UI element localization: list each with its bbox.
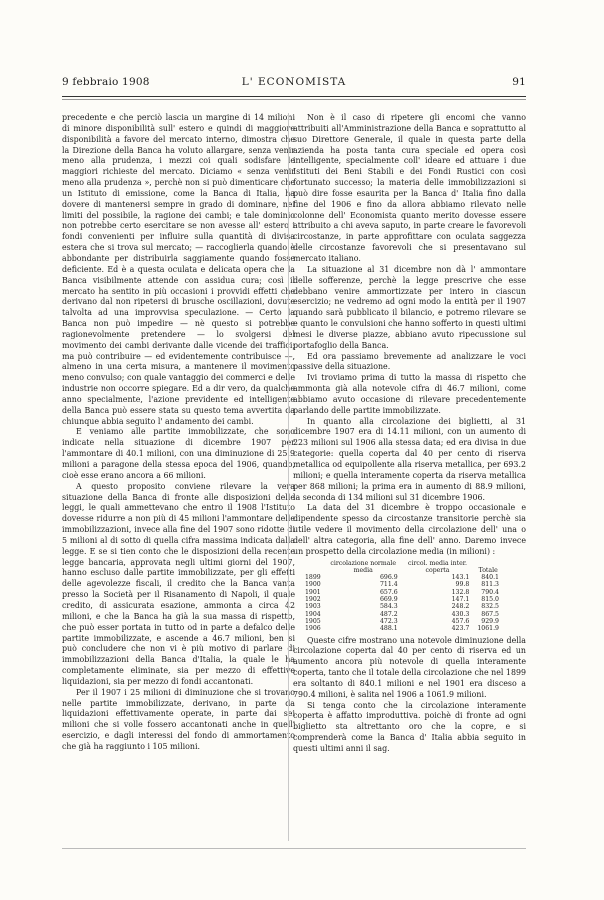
table-cell: 1906 xyxy=(305,625,321,633)
page-header xyxy=(62,76,526,92)
header-title: L' ECONOMISTA xyxy=(241,76,347,88)
table-cell: 132.8 xyxy=(451,588,470,596)
table-row xyxy=(303,596,503,603)
table-cell: 696.9 xyxy=(379,574,398,582)
table-row xyxy=(303,625,503,632)
table-cell: 248.2 xyxy=(451,603,470,611)
table-cell: 143.1 xyxy=(451,574,470,582)
table-header xyxy=(303,560,325,575)
table-row xyxy=(303,574,503,581)
table-cell: 1905 xyxy=(305,617,321,625)
footer-rule xyxy=(62,848,526,849)
table-cell: 815.0 xyxy=(481,596,499,604)
paragraph: In quanto alla circolazione dei biglietti, al 31 dicembre 1907 era di 14.11 milioni, con un aumento di 223 milioni sul 1906 alla stessa data; ed era divisa in due categorie: quella coperta dal 40 per cento di riserva metallica od equipollente alla riserva metallica, per 693.2 milioni; e quella interamente coperta da riserva metallica per 868 milioni; la prima era in aumento di 88.9 milioni, la seconda di 134 milioni sul 31 dicembre 1906. xyxy=(293,416,526,502)
circulation-table xyxy=(303,560,503,633)
table-cell: 423.7 xyxy=(451,625,470,633)
table-header: circol. media inter. coperta xyxy=(408,559,468,574)
table-cell: 840.1 xyxy=(481,574,499,582)
table-cell: 472.3 xyxy=(379,617,398,625)
header-rule xyxy=(62,96,526,100)
paragraph: E veniamo alle partite immobilizzate, che sono indicate nella situazione di dicembre 1907 per l'ammontare di 40.1 milioni, con una diminuzione di 25.9 milioni a paragone della stessa epoca del 1906, quando, cioè esse erano ancora a 66 milioni. xyxy=(62,427,295,480)
table-row xyxy=(303,581,503,588)
table-cell: 1900 xyxy=(305,581,321,589)
table-cell: 457.6 xyxy=(451,617,470,625)
table-cell: 584.3 xyxy=(379,603,398,611)
page-number: 91 xyxy=(512,76,526,88)
right-column xyxy=(293,113,526,755)
table-cell: 147.1 xyxy=(451,596,470,604)
paragraph: Queste cifre mostrano una notevole diminuzione della circolazione coperta dal 40 per cento di riserva ed un aumento ancora più notevole di quella interamente coperta, tanto che il totale della circolazione che nel 1899 era soltanto di 840.1 milioni e nel 1901 era disceso a 790.4 milioni, è salita nel 1906 a 1061.9 milioni. xyxy=(293,635,527,699)
table-header: circolazione normale media xyxy=(330,559,397,574)
table-cell: 488.1 xyxy=(379,625,398,633)
table-cell: 811.3 xyxy=(481,581,499,589)
column-divider xyxy=(288,113,289,841)
table-cell: 657.6 xyxy=(379,588,398,596)
table-cell: 1904 xyxy=(305,610,321,618)
paragraph: La situazione al 31 dicembre non dà l' ammontare delle sofferenze, perchè la legge prescrive che esse debbano venire ammortizzate per intero in ciascun esercizio; ne vedremo ad ogni modo la entità per il 1907 quando sarà pubblicato il bilancio, e potremo rilevare se e quanto le convulsioni che hanno sofferto in questi ultimi mesi le diverse piazze, abbiano avuto ripecussione sul portafoglio della Banca. xyxy=(293,264,526,350)
table-row xyxy=(303,603,503,610)
paragraph: Ivi troviamo prima di tutto la massa di rispetto che ammonta già alla notevole cifra di 46.7 milioni, come abbiamo avuto occasione di rilevare precedentemente parlando delle partite immobilizzate. xyxy=(293,373,526,415)
table-cell: 1902 xyxy=(305,596,321,604)
table-cell: 1903 xyxy=(305,603,321,611)
table-row xyxy=(303,618,503,625)
paragraph: Si tenga conto che la circolazione interamente coperta è affatto improduttiva. poichè di fronte ad ogni biglietto sta altrettanto oro che la copre, e si comprenderà come la Banca d' Italia abbia seguito in questi ultimi anni il sag. xyxy=(293,700,526,753)
table-cell: 1061.9 xyxy=(477,625,499,633)
table-cell: 867.5 xyxy=(481,610,499,618)
table-cell: 832.5 xyxy=(481,603,499,611)
table-row xyxy=(303,611,503,618)
table-cell: 1899 xyxy=(305,574,321,582)
paragraph: precedente e che perciò lascia un margine di 14 milioni di minore disponibilità sull' estero e quindi di maggiore disponibilità a favore del mercato interno, dimostra che la Direzione della Banca ha voluto allargare, senza venir meno alla prudenza, i mezzi coi quali sodisfare le maggiori richieste del mercato. Diciamo « senza venir meno alla prudenza », perchè non si può dimenticare che un Istituto di emissione, come la Banca di Italia, ha dovere di mantenersi sempre in grado di dominare, nei limiti del possibile, la ragione dei cambi; e tale dominio non potrebbe certo esercitare se non avesse all' estero i fondi convenienti per influire sulla quantità di divisa estera che si trova sul mercato; — raccoglierla quando è abbondante per distribuirla saggiamente quando fosse deficiente. Ed è a questa oculata e delicata opera che la Banca visibilmente attende con assidua cura; così il mercato ha sentito in più occasioni i provvidi effetti che derivano dal non ripetersi di brusche oscillazioni, dovute talvolta ad una improvvisa speculazione. — Certo la Banca non può impedire — nè questo si potrebbe ragionevolmente pretendere — lo svolgersi del movimento dei cambi derivante dalle vicende dei traffici; ma può contribuire — ed evidentemente contribuisce —, almeno in una certa misura, a mantenere il movimento meno convulso; con quale vantaggio dei commerci e delle industrie non occorre spiegare. Ed a dir vero, da qualche anno specialmente, l'azione previdente ed intelligente della Banca può essere stata su questo tema avvertita da chiunque abbia seguito l' andamento dei cambi. xyxy=(62,113,295,426)
paragraph: Non è il caso di ripetere gli encomi che vanno attribuiti all'Amministrazione della Banca e soprattutto al suo Direttore Generale, il quale in questa parte della azienda ha posta tanta cura speciale ed opera così intelligente, specialmente coll' ideare ed attuare i due Istituti dei Beni Stabili e dei Fondi Rustici con così fortunato successo; la materia delle immobilizzazioni si può dire fosse esaurita per la Banca d' Italia fino dalla fine del 1906 e fino da allora abbiamo rilevato nelle colonne dell' Economista quanto merito dovesse essere attribuito a chi aveva saputo, in parte creare le favorevoli circostanze, in parte approfittare con oculata saggezza delle circostanze favorevoli che si presentavano sul mercato italiano. xyxy=(293,113,526,263)
table-cell: 929.9 xyxy=(481,617,499,625)
table-row xyxy=(303,589,503,596)
table-cell: 1901 xyxy=(305,588,321,596)
paragraph: Per il 1907 i 25 milioni di diminuzione che si trovano nelle partite immobilizzate, derivano, in parte da liquidazioni effettivamente operate, in parte dai sei milioni che si volle fossero accantonati anche in quell' esercizio, e dagli interessi del fondo di ammortamento che già ha raggiunto i 105 milioni. xyxy=(62,687,295,751)
left-column xyxy=(62,113,295,753)
header-date: 9 febbraio 1908 xyxy=(62,76,150,88)
table-cell: 487.2 xyxy=(379,610,398,618)
paragraph: Ed ora passiamo brevemente ad analizzare le voci passive della situazione. xyxy=(293,351,526,372)
table-cell: 669.9 xyxy=(379,596,398,604)
table-cell: 790.4 xyxy=(481,588,499,596)
table-cell: 711.4 xyxy=(379,581,398,589)
table-cell: 99.8 xyxy=(455,581,470,589)
table-header: Totale xyxy=(478,566,498,574)
table-cell: 430.3 xyxy=(451,610,470,618)
paragraph: A questo proposito conviene rilevare la vera situazione della Banca di fronte alle disposizioni delle leggi, le quali ammettevano che entro il 1908 l'Istituto dovesse ridurre a non più di 45 milioni l'ammontare delle immobilizzazioni, invece alla fine del 1907 sono ridotte di 5 milioni al di sotto di quella cifra massima indicata dalla legge. E se si tien conto che le disposizioni della recente legge bancaria, approvata negli ultimi giorni del 1907, hanno escluso dalle partite immobilizzate, per gli effetti delle agevolezze fiscali, il credito che la Banca vanta presso la Società per il Risanamento di Napoli, il quale credito, di assicurata esazione, ammonta a circa 42 milioni, e che la Banca ha già la sua massa di rispetto, che può esser portata in tutto od in parte a defalco delle partite immobilizzate, e ascende a 46.7 milioni, ben si può concludere che non vi è più motivo di parlare di immobilizzazioni della Banca d'Italia, la quale le ha completamente eliminate, sia per mezzo di effettive liquidazioni, sia per mezzo di fondi accantonati. xyxy=(62,481,295,686)
table-header-row xyxy=(303,560,503,575)
paragraph: La data del 31 dicembre è troppo occasionale e dipendente spesso da circostanze transitorie perchè sia utile vedere il movimento della circolazione dell' una o dell' altra categoria, alla fine dell' anno. Daremo invece un prospetto della circolazione media (in milioni) : xyxy=(293,503,526,556)
